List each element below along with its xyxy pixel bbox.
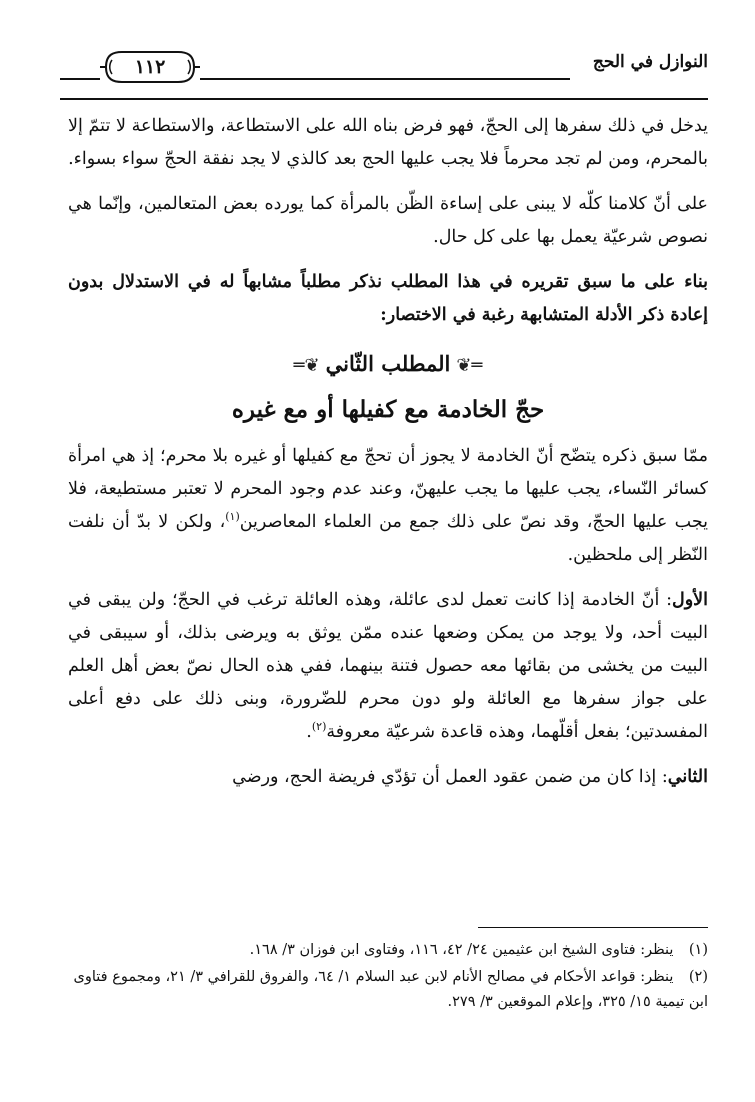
section-heading-text: المطلب الثّاني (325, 351, 451, 376)
page-number-frame (100, 48, 200, 86)
header-rule-right (200, 78, 570, 80)
paragraph: على أنّ كلامنا كلّه لا يبنى على إساءة الظّن بالمرأة كما يورده بعض المتعالمين، وإنّما هي نصوص شرعيّة يعمل بها على كل حال. (68, 194, 708, 247)
footnote-text: ينظر: قواعد الأحكام في مصالح الأنام لابن عبد السلام ١/ ٦٤، والفروق للقرافي ٣/ ٢١، ومجموع فتاوى ابن تيمية ١٥/ ٣٢٥، وإعلام الموقعين ٣/ ٢٧٩. (73, 969, 708, 1010)
section-heading (68, 344, 708, 386)
running-header (60, 48, 708, 102)
footnote-ref: (١) (225, 510, 240, 524)
header-bottom-rule (60, 98, 708, 100)
main-text (68, 110, 708, 806)
header-rule-left (60, 78, 100, 80)
footnote-number: (٢) (688, 969, 708, 985)
footnote (60, 938, 708, 963)
paragraph: يدخل في ذلك سفرها إلى الحجّ، فهو فرض بناه الله على الاستطاعة، والاستطاعة لا تتمّ إلا بالمحرم، ومن لم تجد محرماً فلا يجب عليها الحج بعد كالذي لا يجد نفقة الحجّ سواء بسواء. (68, 116, 708, 169)
paragraph-lead: الثاني (667, 767, 708, 787)
footnote (60, 965, 708, 1015)
footnote-text: ينظر: فتاوى الشيخ ابن عثيمين ٢٤/ ٤٢، ١١٦، وفتاوى ابن فوزان ٣/ ١٦٨. (249, 942, 674, 958)
paragraph-text: ، ولكن لا بدّ أن نلفت النّظر إلى ملحظين. (68, 512, 708, 565)
footnote-ref: (٢) (311, 720, 327, 734)
running-title: النوازل في الحج (592, 52, 708, 72)
paragraph: بناء على ما سبق تقريره في هذا المطلب نذكر مطلباً مشابهاً له في الاستدلال بدون إعادة ذكر الأدلة المتشابهة رغبة في الاختصار: (68, 272, 708, 325)
section-title: حجّ الخادمة مع كفيلها أو مع غيره (231, 396, 545, 423)
ornament-icon: ═❦ (456, 355, 483, 376)
footnote-separator (478, 927, 708, 928)
paragraph (68, 584, 708, 749)
paragraph (68, 761, 708, 794)
paragraph-text: : أنّ الخادمة إذا كانت تعمل لدى عائلة، وهذه العائلة ترغب في الحجّ؛ ولن يبقى في البيت أحد، ولا يوجد من يمكن وضعها عنده ممّن يوثق به ويرضى بذلك، أو سيبقى في البيت من يخشى من بقائها معه حصول فتنة بينهما، ففي هذه الحال نصّ بعض أهل العلم على جواز سفرها مع العائلة ولو دون محرم للضّرورة، وبنى ذلك على دفع أعلى المفسدتين؛ بفعل أقلّهما، وهذه قاعدة شرعيّة معروفة (68, 590, 708, 742)
paragraph-text: ممّا سبق ذكره يتضّح أنّ الخادمة لا يجوز أن تحجّ مع كفيلها أو غيره بلا محرم؛ إذ هي امرأة كسائر النّساء، يجب عليها ما يجب عليهنّ، وعند عدم وجود المحرم لا تعتبر مستطيعة، فلا يجب عليها الحجّ، وقد نصّ على ذلك جمع من العلماء المعاصرين (68, 446, 708, 532)
paragraph (68, 440, 708, 572)
page-number: ١١٢ (134, 56, 166, 78)
footnote-number: (١) (688, 942, 708, 958)
paragraph-text: : إذا كان من ضمن عقود العمل أن تؤدّي فريضة الحج، ورضي (232, 767, 668, 787)
footnotes (60, 938, 708, 1017)
paragraph-lead: الأول (671, 590, 708, 610)
paragraph-text: . (306, 722, 312, 742)
ornament-icon: ❦═ (293, 355, 320, 376)
